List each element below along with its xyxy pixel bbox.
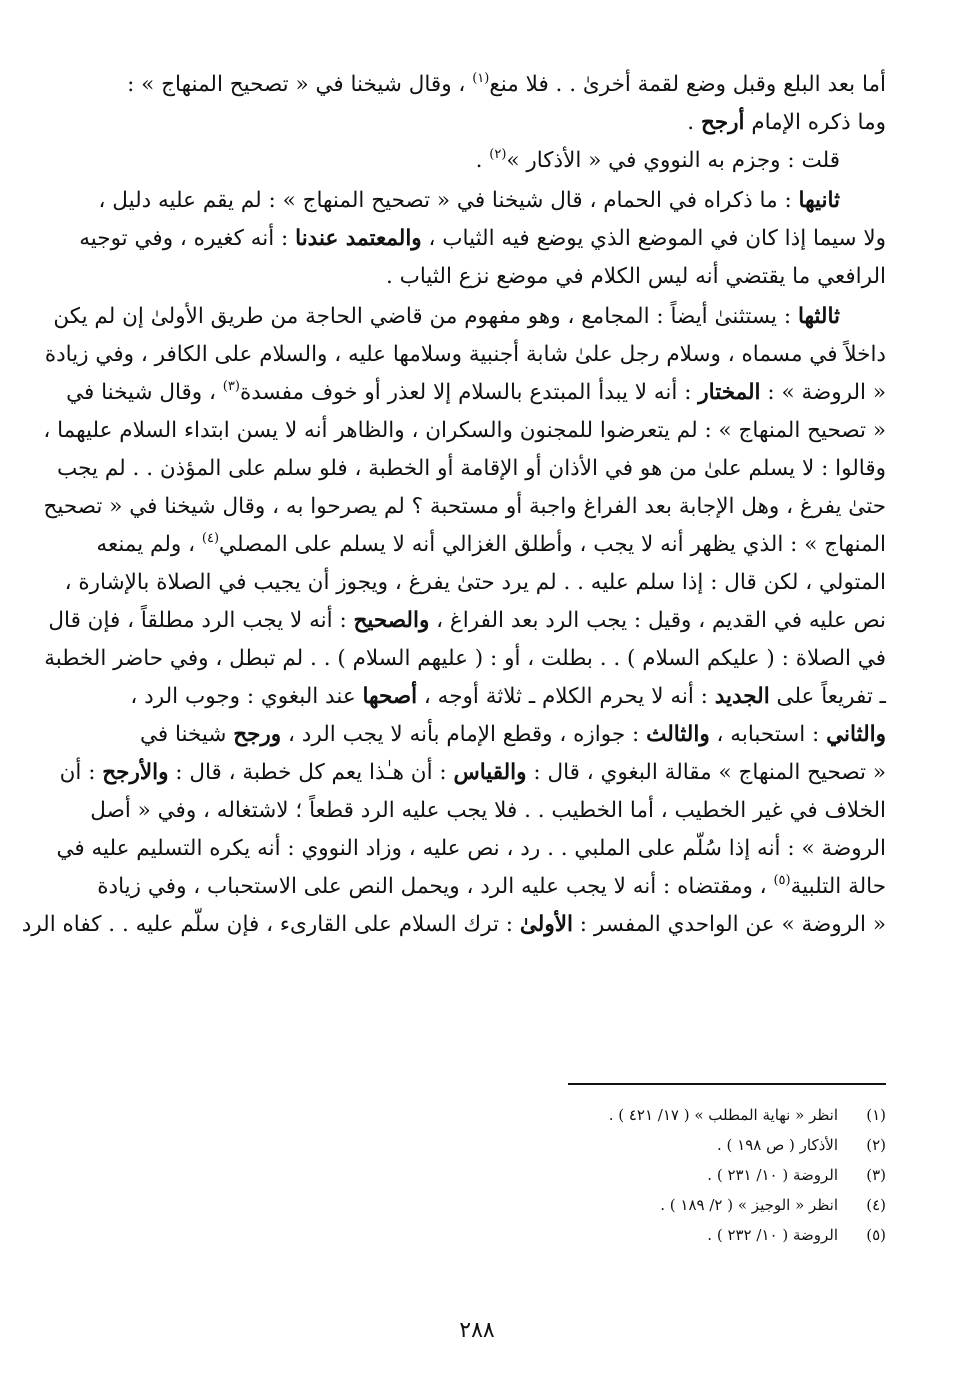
footnote-number: (١): [866, 1106, 886, 1124]
text-run: داخلاً في مسماه ، وسلام رجل علىٰ شابة أجنبية وسلامها عليه ، والسلام على الكافر ، وفي زيادة: [44, 342, 886, 367]
bold-term: الأولىٰ: [519, 912, 573, 937]
footnote: [609, 1100, 886, 1130]
bold-term: ثانيها: [798, 188, 840, 213]
text-run: « تصحيح المنهاج » : لم يتعرضوا للمجنون والسكران ، والظاهر أنه لا يسن ابتداء السلام عليهما ،: [43, 418, 886, 443]
footnote-ref: (٢): [489, 147, 507, 162]
bold-term: والثاني: [826, 722, 886, 747]
bold-term: أرجح: [700, 110, 745, 135]
text-run: في الصلاة : ( عليكم السلام ) . . بطلت ، أو : ( عليهم السلام ) . . لم تبطل ، وفي حاضر الخطبة: [44, 646, 886, 671]
bold-term: الجديد: [714, 684, 770, 709]
text-run: نص عليه في القديم ، وقيل : يجب الرد بعد الفراغ ،: [429, 608, 886, 633]
footnotes: [609, 1100, 886, 1250]
text-line: [64, 142, 886, 180]
text-run: « الروضة » عن الواحدي المفسر :: [572, 912, 886, 937]
text-line: [64, 182, 886, 220]
text-run: عند البغوي : وجوب الرد ،: [130, 684, 363, 709]
text-run: المنهاج » : الذي يظهر أنه لا يجب ، وأطلق الغزالي أنه لا يسلم على المصلي: [219, 532, 886, 557]
text-line: [57, 450, 886, 488]
text-run: الرافعي ما يقتضي أنه ليس الكلام في موضع نزع الثياب .: [385, 264, 886, 289]
text-line: [44, 640, 886, 678]
footnote-text: الأذكار ( ص ١٩٨ ) .: [717, 1136, 838, 1154]
text-run: حتىٰ يفرغ ، وهل الإجابة بعد الفراغ واجبة أو مستحبة ؟ لم يصرحوا به ، وقال شيخنا في « تصحيح: [43, 494, 886, 519]
text-run: شيخنا في: [139, 722, 234, 747]
bold-term: والصحيح: [353, 608, 430, 633]
text-line: [64, 220, 886, 258]
text-run: : أن هـٰذا يعم كل خطبة ، قال :: [168, 760, 454, 785]
text-line: [64, 792, 886, 830]
text-run: الخلاف في غير الخطيب ، أما الخطيب . . فلا يجب عليه الرد قطعاً ؛ لاشتغاله ، وفي « أصل: [90, 798, 886, 823]
text-run: ، ومقتضاه : أنه لا يجب عليه الرد ، ويحمل النص على الاستحباب ، وفي زيادة: [97, 874, 774, 899]
text-run: قلت : وجزم به النووي في « الأذكار »: [506, 148, 840, 173]
text-run: وقالوا : لا يسلم علىٰ من هو في الأذان أو الإقامة أو الخطبة ، فلو سلم على المؤذن . . لم يجب: [57, 456, 886, 481]
bold-term: أصحها: [362, 684, 418, 709]
text-line: [64, 104, 886, 142]
bold-term: والقياس: [453, 760, 527, 785]
main-text: [21, 66, 886, 944]
text-line: [43, 488, 886, 526]
text-run: ، وقال شيخنا في: [66, 380, 223, 405]
text-line: [59, 754, 886, 792]
text-run: : أنه لا يجب الرد مطلقاً ، فإن قال: [48, 608, 354, 633]
page-number: ٢٨٨: [459, 1318, 495, 1343]
footnote: [609, 1160, 886, 1190]
footnote: [609, 1190, 886, 1220]
text-run: : جوازه ، وقطع الإمام بأنه لا يجب الرد ،: [281, 722, 647, 747]
footnote-ref: (٤): [201, 531, 220, 546]
text-run: ، وقال شيخنا في « تصحيح المنهاج » :: [127, 72, 473, 97]
footnote-text: الروضة ( ١٠/ ٢٣١ ) .: [707, 1166, 838, 1184]
footnote-text: انظر « نهاية المطلب » ( ١٧/ ٤٢١ ) .: [608, 1106, 838, 1124]
text-line: [21, 906, 886, 944]
footnote-text: الروضة ( ١٠/ ٢٣٢ ) .: [707, 1226, 838, 1244]
footnote: [609, 1220, 886, 1250]
text-run: .: [475, 148, 490, 173]
footnote-ref: (١): [472, 71, 490, 86]
text-run: : ترك السلام على القارىء ، فإن سلّم عليه . . كفاه الرد: [21, 912, 520, 937]
text-line: [64, 678, 886, 716]
bold-term: والثالث: [646, 722, 710, 747]
footnote-ref: (٥): [773, 873, 791, 888]
text-run: : ما ذكراه في الحمام ، قال شيخنا في « تصحيح المنهاج » : لم يقم عليه دليل ،: [98, 188, 799, 213]
text-run: : أنه لا يحرم الكلام ـ ثلاثة أوجه ،: [417, 684, 715, 709]
footnote-number: (٢): [866, 1136, 886, 1154]
text-line: [64, 564, 886, 602]
text-line: [48, 602, 886, 640]
text-line: [44, 336, 886, 374]
text-line: [64, 526, 886, 564]
text-run: : أنه كغيره ، وفي توجيه: [79, 226, 296, 251]
bold-term: المختار: [698, 380, 761, 405]
text-line: [64, 258, 886, 296]
text-run: « الروضة » :: [760, 380, 886, 405]
text-run: ولا سيما إذا كان في الموضع الذي يوضع فيه الثياب ،: [421, 226, 886, 251]
text-run: : يستثنىٰ أيضاً : المجامع ، وهو مفهوم من قاضي الحاجة من طريق الأولىٰ إن لم يكن: [53, 304, 798, 329]
text-run: أما بعد البلع وقبل وضع لقمة أخرىٰ . . فلا منع: [489, 72, 886, 97]
text-run: ، ولم يمنعه: [96, 532, 202, 557]
text-run: « تصحيح المنهاج » مقالة البغوي ، قال :: [526, 760, 886, 785]
text-run: .: [687, 110, 701, 135]
footnote-text: انظر « الوجيز » ( ٢/ ١٨٩ ) .: [660, 1196, 838, 1214]
text-line: [64, 374, 886, 412]
text-run: وما ذكره الإمام: [744, 110, 886, 135]
text-line: [43, 412, 886, 450]
text-run: حالة التلبية: [790, 874, 886, 899]
text-run: : أنه لا يبدأ المبتدع بالسلام إلا لعذر أو خوف مفسدة: [239, 380, 699, 405]
text-line: [56, 830, 886, 868]
bold-term: ورجح: [233, 722, 282, 747]
text-line: [64, 66, 886, 104]
footnote-number: (٤): [866, 1196, 886, 1214]
footnote-number: (٣): [866, 1166, 886, 1184]
text-line: [64, 716, 886, 754]
text-run: : أن: [59, 760, 103, 785]
footnote: [609, 1130, 886, 1160]
bold-term: والأرجح: [102, 760, 169, 785]
footnote-number: (٥): [866, 1226, 886, 1244]
text-run: ـ تفريعاً على: [769, 684, 886, 709]
bold-term: ثالثها: [797, 304, 840, 329]
text-run: : استحبابه ،: [709, 722, 827, 747]
text-run: الروضة » : أنه إذا سُلّم على الملبي . . رد ، نص عليه ، وزاد النووي : أنه يكره التسليم عليه في: [56, 836, 886, 861]
text-line: [64, 868, 886, 906]
text-line: [53, 298, 886, 336]
text-run: المتولي ، لكن قال : إذا سلم عليه . . لم يرد حتىٰ يفرغ ، ويجوز أن يجيب في الصلاة بالإشارة ،: [64, 570, 886, 595]
bold-term: والمعتمد عندنا: [295, 226, 422, 251]
footnote-divider: [568, 1083, 886, 1085]
footnote-ref: (٣): [222, 379, 240, 394]
